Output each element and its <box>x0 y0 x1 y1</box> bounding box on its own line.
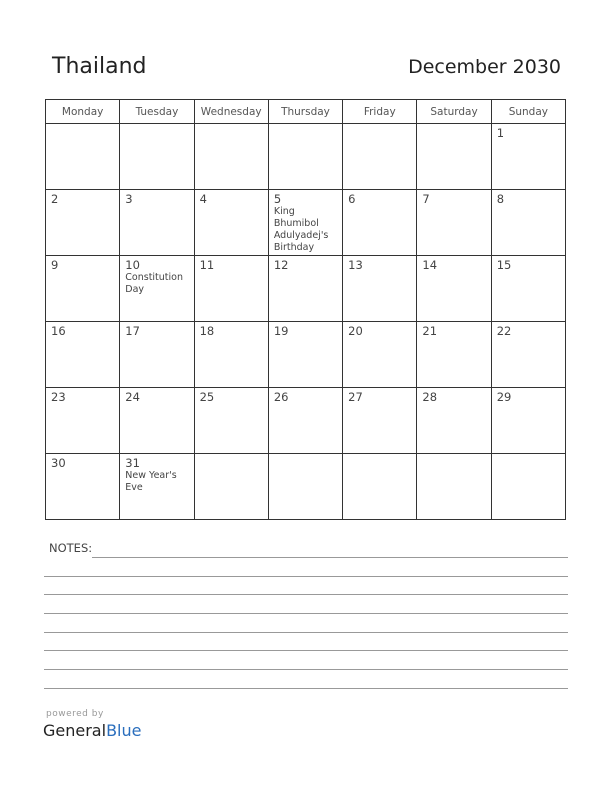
day-number: 13 <box>348 258 363 272</box>
powered-by-text: powered by <box>46 709 104 719</box>
day-number: 10 <box>125 258 140 272</box>
day-number: 6 <box>348 192 356 206</box>
day-number: 20 <box>348 324 363 338</box>
note-line <box>44 576 568 577</box>
day-cell <box>268 322 342 388</box>
week-row <box>46 124 566 190</box>
day-number: 2 <box>51 192 59 206</box>
week-row <box>46 256 566 322</box>
note-line <box>44 650 568 651</box>
day-number: 7 <box>422 192 430 206</box>
note-line <box>92 557 568 558</box>
day-cell <box>194 388 268 454</box>
day-cell <box>194 322 268 388</box>
day-cell <box>343 124 417 190</box>
holiday-label: King Bhumibol Adulyadej's Birthday <box>273 206 329 253</box>
weekday-header: Sunday <box>491 100 565 124</box>
calendar-grid <box>45 99 566 520</box>
day-cell <box>417 256 491 322</box>
day-cell <box>46 190 120 256</box>
day-cell <box>46 454 120 520</box>
note-line <box>44 688 568 689</box>
day-cell <box>417 388 491 454</box>
note-line <box>44 594 568 595</box>
day-number: 17 <box>125 324 140 338</box>
day-number: 26 <box>273 390 289 404</box>
day-number <box>269 124 342 126</box>
day-number: 18 <box>199 324 215 338</box>
day-cell <box>343 256 417 322</box>
day-cell <box>417 124 491 190</box>
day-cell <box>417 322 491 388</box>
day-number <box>492 454 565 456</box>
day-number <box>269 454 342 456</box>
day-cell <box>120 454 194 520</box>
day-cell <box>343 322 417 388</box>
week-row <box>46 190 566 256</box>
weekday-header-row <box>46 100 566 124</box>
week-row <box>46 322 566 388</box>
note-line <box>44 669 568 670</box>
holiday-label: New Year's Eve <box>125 470 177 493</box>
day-cell <box>343 190 417 256</box>
note-line <box>44 613 568 614</box>
day-number: 5 <box>273 192 282 206</box>
day-cell <box>268 256 342 322</box>
day-number: 19 <box>273 324 289 338</box>
day-number <box>120 124 193 126</box>
day-cell <box>120 388 194 454</box>
day-number: 16 <box>51 324 66 338</box>
day-number <box>417 454 490 456</box>
brand-name-part2: Blue <box>106 721 142 740</box>
day-number <box>195 124 268 126</box>
day-number: 1 <box>496 126 505 140</box>
day-number: 9 <box>51 258 59 272</box>
day-cell <box>343 388 417 454</box>
day-number: 25 <box>199 390 215 404</box>
day-cell <box>491 124 565 190</box>
day-cell <box>46 322 120 388</box>
day-number <box>343 124 416 126</box>
day-cell <box>268 124 342 190</box>
day-number: 31 <box>125 456 140 470</box>
day-cell <box>343 454 417 520</box>
day-cell <box>491 322 565 388</box>
day-cell <box>46 256 120 322</box>
weekday-header: Friday <box>343 100 417 124</box>
day-cell <box>194 190 268 256</box>
day-cell <box>417 190 491 256</box>
brand-logo <box>43 721 141 740</box>
day-number <box>195 454 268 456</box>
day-cell <box>268 454 342 520</box>
day-cell <box>491 190 565 256</box>
day-number: 14 <box>422 258 438 272</box>
weekday-header: Wednesday <box>194 100 268 124</box>
day-cell <box>120 124 194 190</box>
day-cell <box>268 190 342 256</box>
week-row <box>46 388 566 454</box>
day-number: 22 <box>496 324 512 338</box>
day-number: 8 <box>496 192 505 206</box>
day-number <box>46 124 119 126</box>
day-number: 11 <box>199 258 215 272</box>
day-number: 23 <box>51 390 66 404</box>
country-title: Thailand <box>52 54 147 79</box>
week-row <box>46 454 566 520</box>
day-cell <box>417 454 491 520</box>
day-cell <box>491 388 565 454</box>
day-number <box>417 124 490 126</box>
day-cell <box>46 388 120 454</box>
month-year-title: December 2030 <box>408 56 561 78</box>
day-cell <box>194 256 268 322</box>
day-number: 29 <box>496 390 512 404</box>
day-number: 24 <box>125 390 140 404</box>
day-number: 15 <box>496 258 512 272</box>
weekday-header: Monday <box>46 100 120 124</box>
holiday-label: Constitution Day <box>125 272 184 295</box>
day-cell <box>268 388 342 454</box>
day-number <box>343 454 416 456</box>
note-line <box>44 632 568 633</box>
day-cell <box>120 256 194 322</box>
weekday-header: Thursday <box>268 100 342 124</box>
weekday-header: Tuesday <box>120 100 194 124</box>
day-number: 4 <box>199 192 207 206</box>
day-cell <box>46 124 120 190</box>
day-number: 3 <box>125 192 133 206</box>
notes-label: NOTES: <box>49 541 93 555</box>
day-cell <box>491 256 565 322</box>
day-cell <box>194 454 268 520</box>
day-cell <box>491 454 565 520</box>
day-number: 21 <box>422 324 438 338</box>
day-number: 28 <box>422 390 438 404</box>
day-cell <box>194 124 268 190</box>
day-cell <box>120 322 194 388</box>
day-cell <box>120 190 194 256</box>
day-number: 30 <box>51 456 66 470</box>
day-number: 27 <box>348 390 363 404</box>
day-number: 12 <box>273 258 289 272</box>
brand-name-part1: General <box>43 721 107 740</box>
weekday-header: Saturday <box>417 100 491 124</box>
